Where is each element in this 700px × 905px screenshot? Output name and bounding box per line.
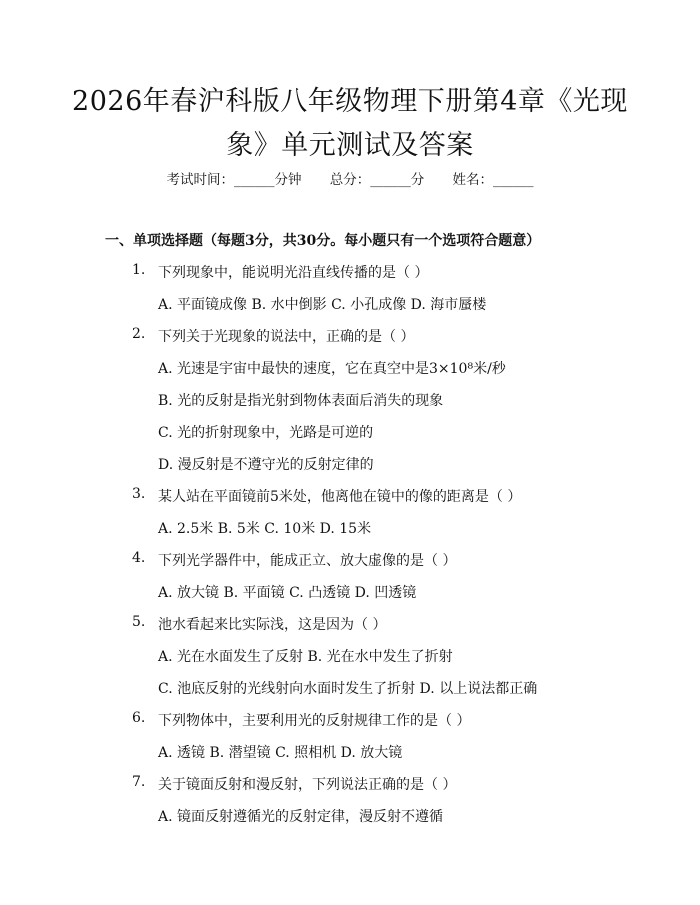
- page-title: 2026年春沪科版八年级物理下册第4章《光现象》单元测试及答案: [72, 86, 628, 161]
- question-option: C. 池底反射的光线射向水面时发生了折射 D. 以上说法都正确: [158, 681, 538, 697]
- question-text: 下列关于光现象的说法中，正确的是（ ）: [158, 329, 415, 345]
- question-text: 下列现象中，能说明光沿直线传播的是（ ）: [158, 265, 429, 281]
- question-text: 关于镜面反射和漫反射，下列说法正确的是（ ）: [158, 777, 457, 793]
- exam-name-field: 姓名：______: [452, 172, 534, 188]
- question-options: A. 平面镜成像 B. 水中倒影 C. 小孔成像 D. 海市蜃楼: [158, 297, 487, 313]
- question-text: 下列光学器件中，能成正立、放大虚像的是（ ）: [158, 553, 457, 569]
- question-number: 6.: [132, 710, 146, 726]
- question-option: A. 光在水面发生了反射 B. 光在水中发生了折射: [158, 649, 453, 665]
- question-options: A. 透镜 B. 潜望镜 C. 照相机 D. 放大镜: [158, 745, 403, 761]
- question-number: 7.: [132, 774, 146, 790]
- exam-total-score: 总分：______分: [329, 172, 425, 188]
- question-number: 1.: [132, 262, 146, 278]
- question-options: A. 放大镜 B. 平面镜 C. 凸透镜 D. 凹透镜: [158, 585, 417, 601]
- exam-meta: [0, 168, 700, 188]
- question-text: 下列物体中，主要利用光的反射规律工作的是（ ）: [158, 713, 471, 729]
- question-option: D. 漫反射是不遵守光的反射定律的: [158, 457, 374, 473]
- question-options: A. 2.5米 B. 5米 C. 10米 D. 15米: [158, 521, 372, 537]
- question-option: C. 光的折射现象中，光路是可逆的: [158, 425, 374, 441]
- section-heading: 一、单项选择题（每题3分，共30分。每小题只有一个选项符合题意）: [105, 233, 541, 249]
- question-text: 某人站在平面镜前5米处，他离他在镜中的像的距离是（ ）: [158, 489, 522, 505]
- question-text: 池水看起来比实际浅，这是因为（ ）: [158, 617, 387, 633]
- question-option: B. 光的反射是指光射到物体表面后消失的现象: [158, 393, 444, 409]
- question-option: A. 镜面反射遵循光的反射定律，漫反射不遵循: [158, 809, 444, 825]
- question-number: 2.: [132, 326, 146, 342]
- question-number: 4.: [132, 550, 146, 566]
- question-number: 3.: [132, 486, 146, 502]
- question-option: A. 光速是宇宙中最快的速度，它在真空中是3×10⁸米/秒: [158, 361, 506, 377]
- question-number: 5.: [132, 614, 146, 630]
- exam-time: 考试时间：______分钟: [166, 172, 302, 188]
